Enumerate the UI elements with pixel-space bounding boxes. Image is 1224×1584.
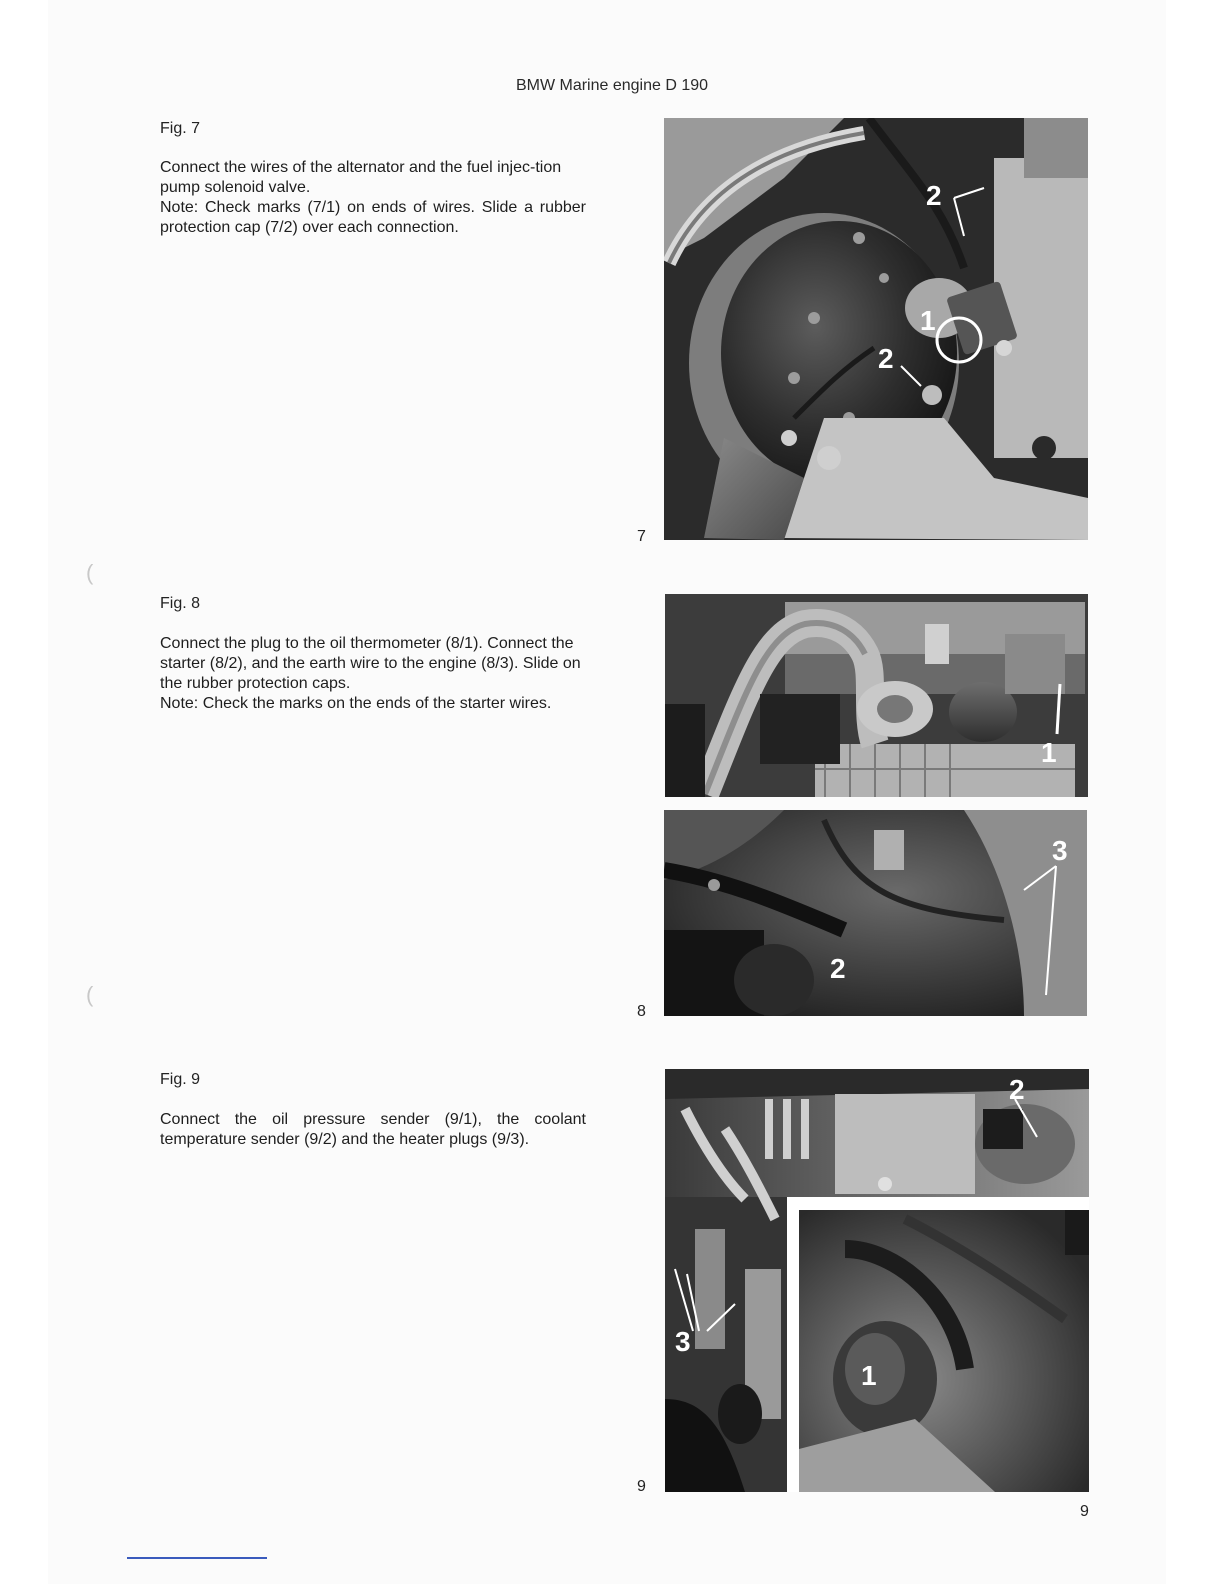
fig-8-paragraph: Connect the plug to the oil thermometer (8/1). Connect the starter (8/2), and the earth wire to the engine (8/3). Slide on the rubber protection caps. <box>160 635 581 692</box>
fig-9-callout-2: 2 <box>1009 1074 1025 1105</box>
fig-7-number: 7 <box>637 528 646 545</box>
fig-9-text <box>160 1110 586 1150</box>
fig-7-note: Note: Check marks (7/1) on ends of wires. Slide a rubber protection cap (7/2) over each connection. <box>160 199 586 236</box>
margin-mark: ( <box>86 560 94 585</box>
fig-8-text <box>160 634 586 714</box>
fig-8-number: 8 <box>637 1003 646 1020</box>
fig-7-photo <box>664 118 1088 540</box>
fig-7-label: Fig. 7 <box>160 120 201 137</box>
fig-8-photo-top <box>665 594 1088 797</box>
fig-9-label: Fig. 9 <box>160 1071 201 1088</box>
fig-8-callout-1: 1 <box>1041 737 1057 768</box>
running-header: BMW Marine engine D 190 <box>515 77 709 94</box>
fig-7-callout-2-top: 2 <box>926 180 942 211</box>
fig-9-paragraph: Connect the oil pressure sender (9/1), the coolant temperature sender (9/2) and the heater plugs (9/3). <box>160 1111 586 1148</box>
fig-8-note: Note: Check the marks on the ends of the starter wires. <box>160 695 552 712</box>
fig-7-paragraph: Connect the wires of the alternator and the fuel injec-tion pump solenoid valve. <box>160 159 562 196</box>
fig-8-callout-2: 2 <box>830 953 846 984</box>
fig-9-callout-3: 3 <box>675 1326 691 1357</box>
fig-8-label: Fig. 8 <box>160 595 201 612</box>
margin-mark: ( <box>86 982 94 1007</box>
page-number: 9 <box>1080 1503 1089 1520</box>
footnote-rule <box>127 1557 267 1559</box>
fig-9-number: 9 <box>637 1478 646 1495</box>
fig-8-photo-bottom <box>664 810 1087 1016</box>
fig-7-callout-2-bottom: 2 <box>878 343 894 374</box>
fig-8-callout-3: 3 <box>1052 835 1068 866</box>
fig-9-callout-1: 1 <box>861 1360 877 1391</box>
fig-9-photo <box>665 1069 1089 1492</box>
fig-7-callout-1: 1 <box>920 305 936 336</box>
fig-7-text <box>160 158 586 238</box>
